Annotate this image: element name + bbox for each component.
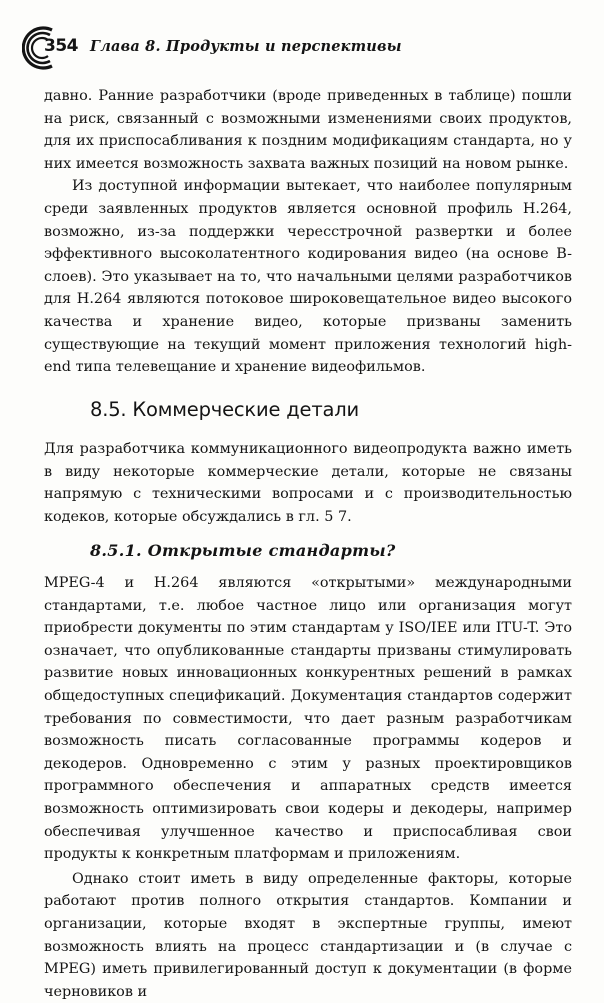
paragraph: давно. Ранние разработчики (вроде приведенных в таблице) пошли на риск, связанный с возможными изменениями своих продуктов, для их приспосабливания к поздним модификациям стандарта, но у них имеется возможность захвата важных позиций на новом рынке.	[44, 88, 572, 172]
paragraph: Однако стоит иметь в виду определенные факторы, которые работают против полного открытия стандартов. Компании и организации, которые входят в экспертные группы, имеют возможность влиять на процесс стандартизации и (в случае с MPEG) иметь привилегированный доступ к документации (в форме черновиков и	[44, 870, 572, 1000]
subsection-heading: 8.5.1. Открытые стандарты?	[90, 541, 396, 560]
page-number: 354	[44, 36, 78, 56]
page-header	[20, 26, 580, 66]
running-title: Глава 8. Продукты и перспективы	[90, 38, 402, 55]
subsection-body	[44, 572, 572, 1003]
section-intro	[44, 438, 572, 528]
body-text-top	[44, 85, 572, 379]
paragraph: Из доступной информации вытекает, что наиболее популярным среди заявленных продуктов является основной профиль H.264, возможно, из-за поддержки чересстрочной развертки и более эффективного высоколатентного кодирования видео (на основе B-слоев). Это указывает на то, что начальными целями разработчиков для H.264 являются потоковое широковещательное видео высокого качества и хранение видео, которые призваны заменить существующие на текущий момент приложения технологий high-end типа телевещание и хранение видеофильмов.	[44, 178, 572, 376]
paragraph: Для разработчика коммуникационного видеопродукта важно иметь в виду некоторые коммерческие детали, которые не связаны напрямую с техническими вопросами и с производительностью кодеков, которые обсуждались в гл. 5 7.	[44, 441, 572, 525]
paragraph: MPEG-4 и H.264 являются «открытыми» международными стандартами, т.е. любое частное лицо или организация могут приобрести документы по этим стандартам у ISO/IEE или ITU-T. Это означает, что опубликованные стандарты призваны стимулировать развитие новых инновационных конкурентных решений в рамках общедоступных спецификаций. Документация стандартов содержит требования по совместимости, что дает разным разработчикам возможность писать согласованные программы кодеров и декодеров. Одновременно с этим у разных проектировщиков программного обеспечения и аппаратных средств имеется возможность оптимизировать свои кодеры и декодеры, например обеспечивая улучшенное качество и приспосабливая свои продукты к конкретным платформам и приложениям.	[44, 575, 572, 863]
section-heading: 8.5. Коммерческие детали	[90, 398, 359, 421]
